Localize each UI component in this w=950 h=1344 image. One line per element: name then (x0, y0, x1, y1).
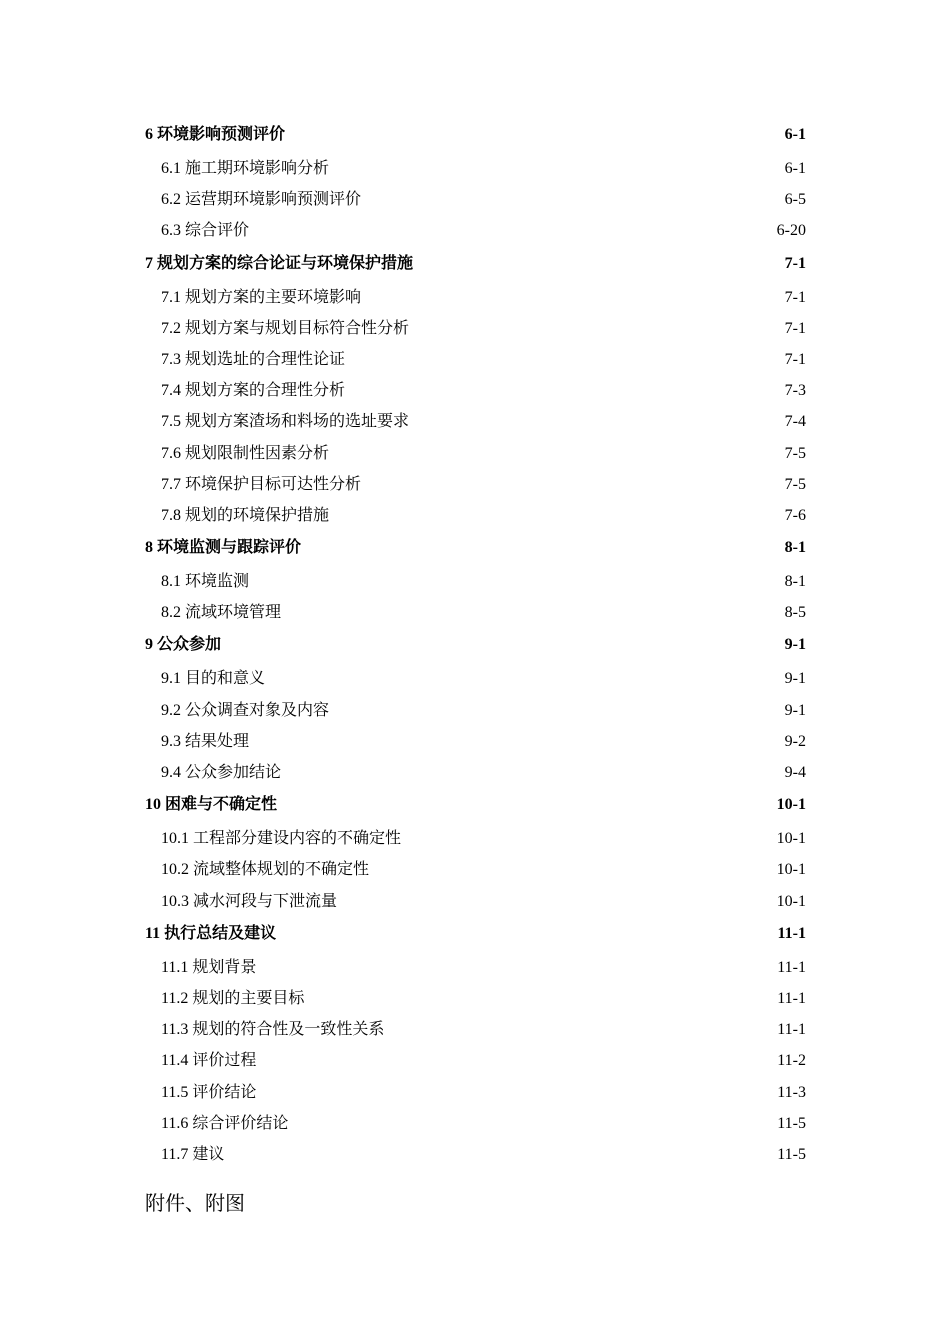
toc-entry-title: 9 公众参加 (145, 636, 222, 654)
toc-chapter-entry[interactable] (145, 118, 806, 152)
toc-dot-leader (414, 252, 784, 268)
toc-section-entry[interactable] (145, 1139, 806, 1170)
toc-entry-title: 7.5 规划方案渣场和料场的选址要求 (161, 413, 410, 431)
toc-entry-page: 8-5 (784, 604, 806, 622)
toc-entry-title: 9.3 结果处理 (161, 732, 250, 750)
appendix-label: 附件、附图 (145, 1193, 245, 1215)
toc-entry-page: 7-6 (784, 506, 806, 524)
toc-entry-title: 7.4 规划方案的合理性分析 (161, 382, 346, 400)
toc-dot-leader (346, 348, 784, 364)
toc-entry-page: 9-1 (784, 670, 806, 688)
toc-section-entry[interactable] (145, 282, 806, 313)
toc-entry-page: 7-4 (784, 413, 806, 431)
toc-entry-page: 7-1 (784, 288, 806, 306)
toc-dot-leader (277, 922, 776, 938)
toc-section-entry[interactable] (145, 375, 806, 406)
table-of-contents (145, 118, 806, 1170)
toc-dot-leader (362, 188, 784, 204)
toc-entry-title: 8 环境监测与跟踪评价 (145, 539, 302, 557)
toc-entry-page: 11-2 (777, 1052, 806, 1070)
toc-section-entry[interactable] (145, 344, 806, 375)
toc-entry-page: 6-1 (784, 160, 806, 177)
toc-entry-title: 6.2 运营期环境影响预测评价 (161, 191, 362, 209)
toc-entry-title: 7.2 规划方案与规划目标符合性分析 (161, 319, 410, 337)
toc-entry-page: 6-20 (776, 222, 806, 240)
toc-chapter-entry[interactable] (145, 247, 806, 281)
toc-entry-page: 7-1 (784, 350, 806, 368)
toc-entry-page: 6-5 (784, 191, 806, 209)
toc-dot-leader (330, 442, 784, 458)
toc-entry-title: 8.2 流域环境管理 (161, 604, 282, 622)
toc-section-entry[interactable] (145, 469, 806, 500)
toc-dot-leader (362, 473, 784, 489)
toc-section-entry[interactable] (145, 854, 806, 885)
toc-entry-page: 11-1 (777, 989, 806, 1007)
toc-entry-title: 10.3 减水河段与下泄流量 (161, 892, 338, 910)
toc-entry-page: 8-1 (784, 539, 806, 557)
toc-section-entry[interactable] (145, 438, 806, 469)
toc-dot-leader (225, 1143, 776, 1159)
toc-section-entry[interactable] (145, 1045, 806, 1076)
toc-dot-leader (282, 601, 784, 617)
toc-entry-title: 7.3 规划选址的合理性论证 (161, 350, 346, 368)
toc-dot-leader (330, 699, 784, 715)
toc-section-entry[interactable] (145, 663, 806, 694)
toc-dot-leader (257, 956, 776, 972)
toc-dot-leader (410, 317, 784, 333)
toc-section-entry[interactable] (145, 215, 806, 246)
toc-entry-title: 11.5 评价结论 (161, 1083, 257, 1101)
toc-chapter-entry[interactable] (145, 628, 806, 662)
toc-entry-page: 9-1 (784, 636, 806, 654)
toc-entry-page: 7-1 (784, 254, 806, 272)
toc-section-entry[interactable] (145, 566, 806, 597)
toc-dot-leader (266, 667, 784, 683)
toc-entry-title: 9.2 公众调查对象及内容 (161, 701, 330, 719)
toc-entry-page: 11-3 (777, 1083, 806, 1101)
toc-section-entry[interactable] (145, 1108, 806, 1139)
toc-chapter-entry[interactable] (145, 531, 806, 565)
toc-entry-title: 7.6 规划限制性因素分析 (161, 444, 330, 462)
toc-dot-leader (278, 793, 776, 809)
toc-dot-leader (370, 858, 776, 874)
toc-section-entry[interactable] (145, 597, 806, 628)
toc-entry-title: 7.7 环境保护目标可达性分析 (161, 475, 362, 493)
toc-section-entry[interactable] (145, 952, 806, 983)
toc-chapter-entry[interactable] (145, 917, 806, 951)
toc-dot-leader (250, 730, 784, 746)
toc-entry-title: 11 执行总结及建议 (145, 924, 277, 942)
toc-entry-title: 10 困难与不确定性 (145, 796, 278, 814)
toc-entry-page: 10-1 (776, 796, 806, 814)
toc-entry-title: 11.7 建议 (161, 1145, 225, 1163)
toc-section-entry[interactable] (145, 695, 806, 726)
toc-entry-page: 6-1 (784, 126, 806, 143)
toc-entry-page: 11-1 (777, 958, 806, 976)
toc-dot-leader (410, 410, 784, 426)
toc-dot-leader (305, 987, 776, 1003)
toc-dot-leader (362, 286, 784, 302)
toc-dot-leader (222, 633, 784, 649)
toc-entry-page: 8-1 (784, 573, 806, 591)
toc-entry-page: 9-1 (784, 701, 806, 719)
toc-section-entry[interactable] (145, 153, 806, 184)
toc-entry-page: 11-1 (777, 1021, 806, 1039)
toc-section-entry[interactable] (145, 726, 806, 757)
toc-entry-page: 11-5 (777, 1145, 806, 1163)
toc-entry-title: 7.1 规划方案的主要环境影响 (161, 288, 362, 306)
toc-entry-title: 7.8 规划的环境保护措施 (161, 506, 330, 524)
toc-entry-page: 11-5 (777, 1114, 806, 1132)
toc-section-entry[interactable] (145, 500, 806, 531)
toc-entry-title: 6.3 综合评价 (161, 222, 250, 240)
toc-entry-title: 11.6 综合评价结论 (161, 1114, 289, 1132)
toc-entry-title: 11.3 规划的符合性及一致性关系 (161, 1021, 385, 1039)
toc-dot-leader (250, 219, 776, 235)
toc-section-entry[interactable] (145, 886, 806, 917)
toc-entry-title: 8.1 环境监测 (161, 573, 250, 591)
toc-entry-page: 9-4 (784, 764, 806, 781)
toc-dot-leader (330, 157, 784, 173)
toc-dot-leader (346, 379, 784, 395)
toc-entry-title: 11.4 评价过程 (161, 1052, 257, 1070)
toc-section-entry[interactable] (145, 1014, 806, 1045)
toc-entry-page: 11-1 (777, 924, 806, 942)
toc-entry-title: 10.1 工程部分建设内容的不确定性 (161, 830, 402, 848)
toc-entry-title: 9.1 目的和意义 (161, 670, 266, 688)
toc-dot-leader (257, 1049, 776, 1065)
toc-entry-title: 10.2 流域整体规划的不确定性 (161, 861, 370, 879)
toc-dot-leader (302, 536, 784, 552)
toc-dot-leader (250, 570, 784, 586)
toc-entry-page: 7-1 (784, 319, 806, 337)
toc-entry-page: 10-1 (776, 830, 806, 848)
toc-section-entry[interactable] (145, 757, 806, 788)
toc-entry-title: 11.1 规划背景 (161, 958, 257, 976)
toc-dot-leader (282, 761, 784, 777)
toc-entry-page: 10-1 (776, 861, 806, 879)
toc-dot-leader (385, 1018, 776, 1034)
toc-entry-page: 7-3 (784, 382, 806, 400)
toc-entry-title: 9.4 公众参加结论 (161, 764, 282, 781)
toc-dot-leader (286, 123, 784, 139)
toc-entry-page: 7-5 (784, 444, 806, 462)
toc-entry-title: 7 规划方案的综合论证与环境保护措施 (145, 254, 414, 272)
toc-section-entry[interactable] (145, 1077, 806, 1108)
toc-section-entry[interactable] (145, 406, 806, 437)
toc-dot-leader (257, 1081, 776, 1097)
toc-dot-leader (289, 1112, 776, 1128)
toc-entry-title: 6 环境影响预测评价 (145, 126, 286, 143)
toc-section-entry[interactable] (145, 983, 806, 1014)
toc-section-entry[interactable] (145, 313, 806, 344)
toc-section-entry[interactable] (145, 184, 806, 215)
toc-chapter-entry[interactable] (145, 788, 806, 822)
toc-dot-leader (330, 504, 784, 520)
toc-dot-leader (402, 827, 776, 843)
toc-entry-title: 11.2 规划的主要目标 (161, 989, 305, 1007)
toc-section-entry[interactable] (145, 823, 806, 854)
toc-entry-page: 7-5 (784, 475, 806, 493)
toc-dot-leader (338, 890, 776, 906)
toc-entry-title: 6.1 施工期环境影响分析 (161, 160, 330, 177)
toc-entry-page: 9-2 (784, 732, 806, 750)
toc-entry-page: 10-1 (776, 892, 806, 910)
